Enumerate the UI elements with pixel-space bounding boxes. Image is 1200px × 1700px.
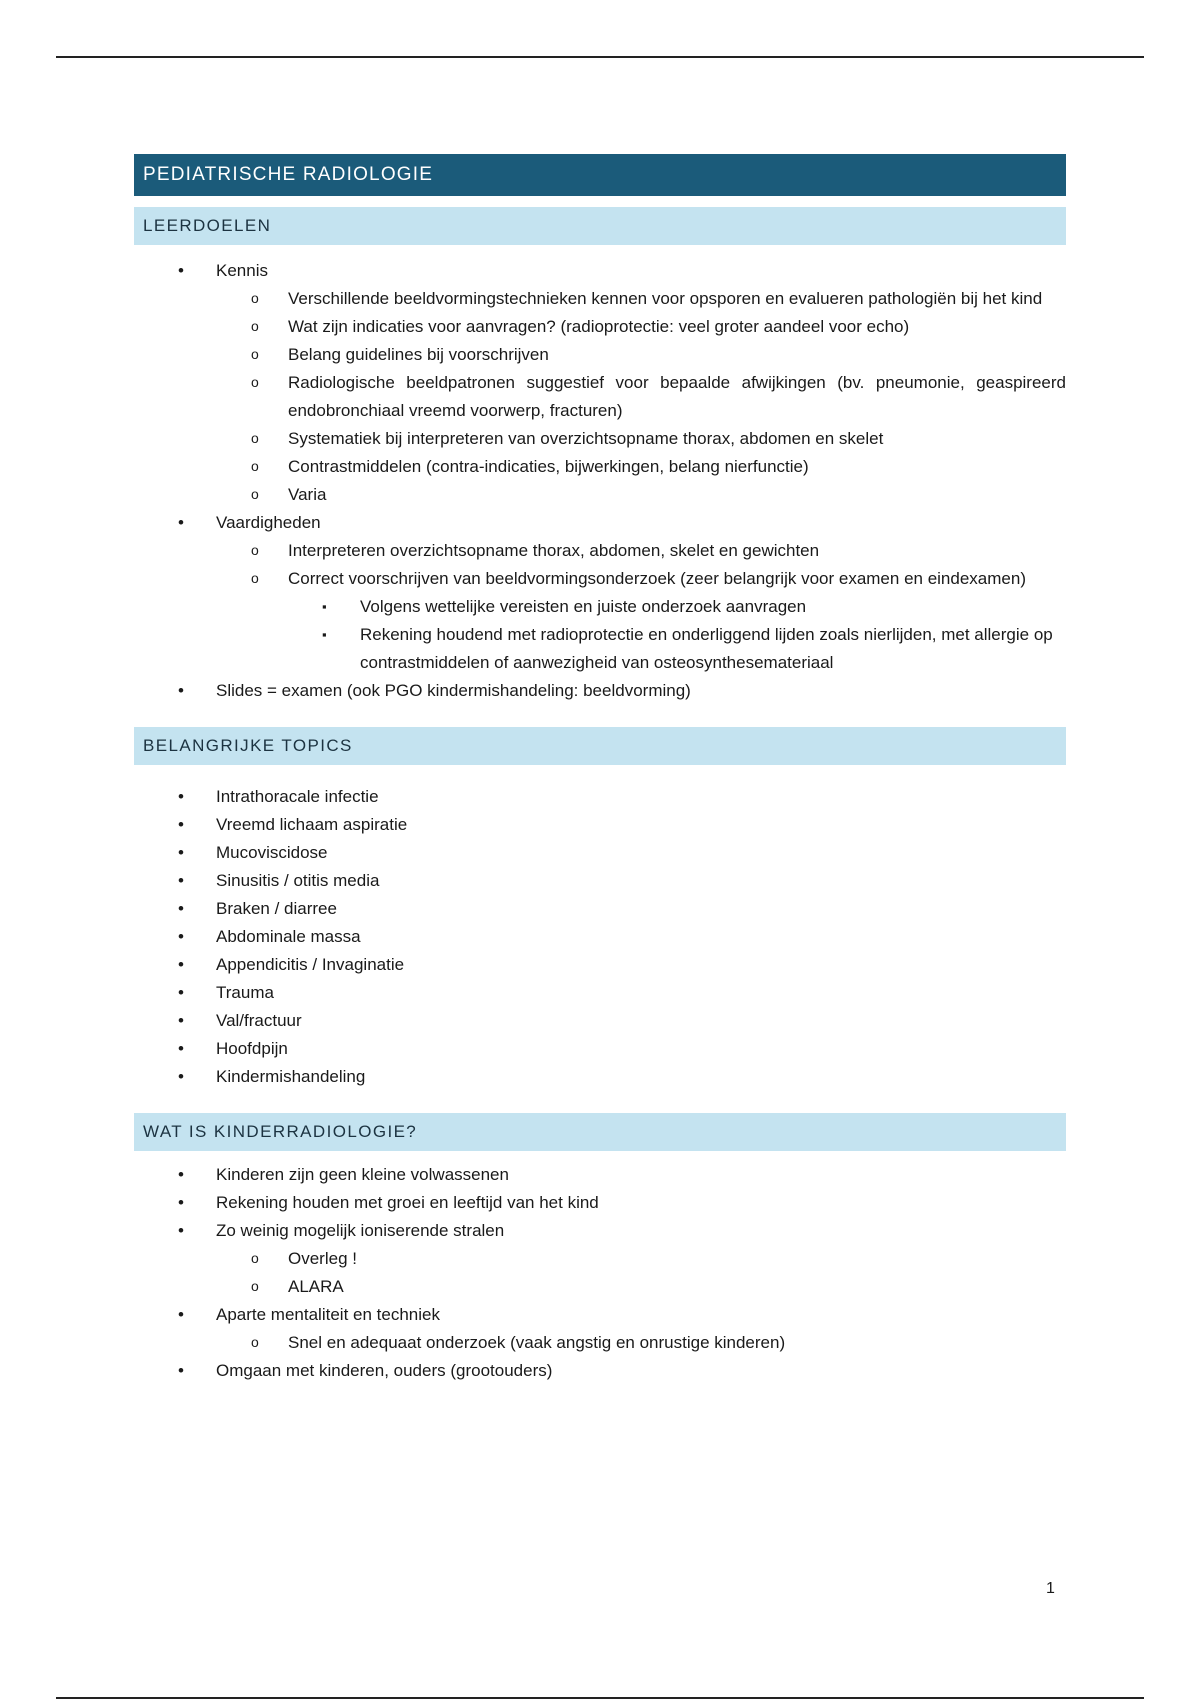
list-item: • Intrathoracale infectie bbox=[134, 783, 1066, 811]
list-item: o Verschillende beeldvormingstechnieken kennen voor opsporen en evalueren pathologiën bij het kind bbox=[216, 285, 1066, 313]
list-item bbox=[134, 509, 1066, 677]
list-item: • Abdominale massa bbox=[134, 923, 1066, 951]
list-item: • Braken / diarree bbox=[134, 895, 1066, 923]
list-item: o Snel en adequaat onderzoek (vaak angstig en onrustige kinderen) bbox=[216, 1329, 1066, 1357]
list-item: • Sinusitis / otitis media bbox=[134, 867, 1066, 895]
techniek-sublist bbox=[216, 1329, 1066, 1357]
list-item: • Val/fractuur bbox=[134, 1007, 1066, 1035]
topics-list bbox=[134, 783, 1066, 1091]
list-item: o Overleg ! bbox=[216, 1245, 1066, 1273]
kinderradiologie-list bbox=[134, 1161, 1066, 1385]
list-item: • Trauma bbox=[134, 979, 1066, 1007]
page-content bbox=[134, 154, 1066, 1385]
list-item: o ALARA bbox=[216, 1273, 1066, 1301]
list-item bbox=[134, 257, 1066, 509]
list-item: o Wat zijn indicaties voor aanvragen? (radioprotectie: veel groter aandeel voor echo) bbox=[216, 313, 1066, 341]
list-item: • Mucoviscidose bbox=[134, 839, 1066, 867]
kennis-sublist bbox=[216, 285, 1066, 509]
list-item: o Belang guidelines bij voorschrijven bbox=[216, 341, 1066, 369]
list-item: ▪ Volgens wettelijke vereisten en juiste onderzoek aanvragen bbox=[288, 593, 1066, 621]
list-item: • Omgaan met kinderen, ouders (grootouders) bbox=[134, 1357, 1066, 1385]
list-item: • Appendicitis / Invaginatie bbox=[134, 951, 1066, 979]
section-heading-topics: BELANGRIJKE TOPICS bbox=[134, 727, 1066, 765]
list-item: o Systematiek bij interpreteren van overzichtsopname thorax, abdomen en skelet bbox=[216, 425, 1066, 453]
list-item: o Varia bbox=[216, 481, 1066, 509]
list-item-text: Aparte mentaliteit en techniek bbox=[216, 1305, 440, 1324]
stralen-sublist bbox=[216, 1245, 1066, 1301]
list-item: o Contrastmiddelen (contra-indicaties, bijwerkingen, belang nierfunctie) bbox=[216, 453, 1066, 481]
list-item: • Rekening houden met groei en leeftijd van het kind bbox=[134, 1189, 1066, 1217]
leerdoelen-list bbox=[134, 257, 1066, 705]
list-item: o Radiologische beeldpatronen suggestief voor bepaalde afwijkingen (bv. pneumonie, geaspireerd endobronchiaal vreemd voorwerp, fracturen) bbox=[216, 369, 1066, 425]
header-rule bbox=[56, 56, 1144, 58]
list-item: • Kinderen zijn geen kleine volwassenen bbox=[134, 1161, 1066, 1189]
kennis-label: Kennis bbox=[216, 261, 268, 280]
list-item: • Kindermishandeling bbox=[134, 1063, 1066, 1091]
section-heading-kinderradiologie: WAT IS KINDERRADIOLOGIE? bbox=[134, 1113, 1066, 1151]
vaardigheden-sublist bbox=[216, 537, 1066, 677]
page-number: 1 bbox=[1046, 1580, 1055, 1597]
list-item-text: Zo weinig mogelijk ioniserende stralen bbox=[216, 1221, 505, 1240]
list-item: o Interpreteren overzichtsopname thorax, abdomen, skelet en gewichten bbox=[216, 537, 1066, 565]
vaardigheden-label: Vaardigheden bbox=[216, 513, 321, 532]
list-item: ▪ Rekening houdend met radioprotectie en onderliggend lijden zoals nierlijden, met allergie op contrastmiddelen of aanwezigheid van osteosynthesemateriaal bbox=[288, 621, 1066, 677]
list-item: • Hoofdpijn bbox=[134, 1035, 1066, 1063]
list-item-text: o Correct voorschrijven van beeldvormingsonderzoek (zeer belangrijk voor examen en eindexamen) bbox=[288, 569, 1026, 588]
page-title: PEDIATRISCHE RADIOLOGIE bbox=[134, 154, 1066, 196]
list-item: • Vreemd lichaam aspiratie bbox=[134, 811, 1066, 839]
list-item: • Slides = examen (ook PGO kindermishandeling: beeldvorming) bbox=[134, 677, 1066, 705]
list-item bbox=[134, 1217, 1066, 1301]
list-item bbox=[216, 565, 1066, 677]
list-item bbox=[134, 1301, 1066, 1357]
vaardigheden-subsublist bbox=[288, 593, 1066, 677]
footer-rule bbox=[56, 1697, 1144, 1699]
section-heading-leerdoelen: LEERDOELEN bbox=[134, 207, 1066, 245]
